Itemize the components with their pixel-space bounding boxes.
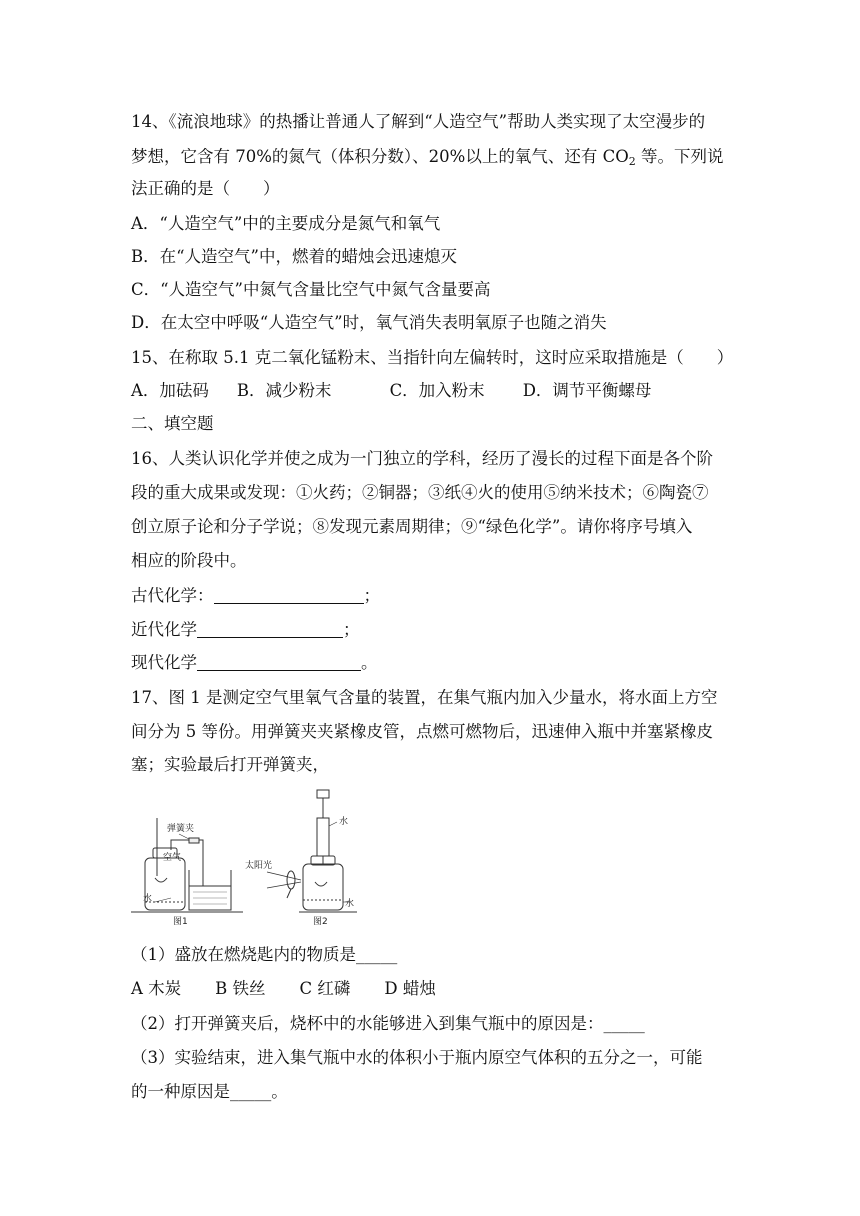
apparatus-diagram: [131, 788, 371, 928]
q17-line-1: 17、图 1 是测定空气里氧气含量的装置，在集气瓶内加入少量水，将水面上方空: [131, 688, 718, 707]
q14-line-2: [131, 146, 724, 173]
q17-sub2-row: [131, 1013, 645, 1035]
q14-co2-subscript: 2: [628, 155, 636, 168]
q17-sub1-text: （1）盛放在燃烧匙内的物质是: [131, 945, 356, 964]
q16-modern-end: ；: [343, 620, 360, 639]
q17-sub1-option-a: A 木炭: [131, 979, 182, 998]
fig2-water-label-top: 水: [339, 817, 349, 827]
fig2-syringe-plunger-top: [317, 790, 329, 798]
fig1-air-label: 空气: [163, 853, 182, 863]
q17-sub2-blank[interactable]: _____: [603, 1014, 645, 1033]
fig2-gas-bottle: [303, 864, 343, 910]
q16-contemporary-blank[interactable]: [197, 654, 361, 671]
q15-option-a: A．加砝码: [131, 381, 209, 400]
q17-line-3: 塞；实验最后打开弹簧夹，: [131, 755, 329, 774]
q16-modern-row: [131, 619, 360, 641]
q16-line-4: 相应的阶段中。: [131, 551, 247, 570]
q15-option-b: B．减少粉末: [236, 381, 332, 400]
q15-option-c: C．加入粉末: [389, 381, 485, 400]
fig2-magnifying-lens: [287, 871, 295, 889]
q14-option-a: A．“人造空气”中的主要成分是氮气和氧气: [131, 214, 441, 233]
fig2-burning-spoon: [315, 882, 327, 886]
q14-option-b: B．在“人造空气”中，燃着的蜡烛会迅速熄灭: [131, 247, 457, 266]
q17-line-2: 间分为 5 等份。用弹簧夹夹紧橡皮管，点燃可燃物后，迅速伸入瓶中并塞紧橡皮: [131, 722, 713, 741]
q17-sub1-options: [131, 978, 436, 1000]
fig2-caption: 图2: [313, 917, 328, 927]
q17-sub1-blank[interactable]: _____: [356, 945, 398, 964]
q16-ancient-blank[interactable]: [214, 587, 364, 604]
q17-sub3-line-1: （3）实验结束，进入集气瓶中水的体积小于瓶内原空气体积的五分之一，可能: [131, 1048, 703, 1067]
fig2-syringe-barrel: [317, 818, 329, 856]
q17-sub3-blank[interactable]: _____: [230, 1082, 272, 1101]
fig1-water-label: 水: [143, 894, 153, 904]
fig2-water-label-bottom: 水: [345, 899, 355, 909]
q16-ancient-row: [131, 585, 380, 607]
fig1-spring-clip: [189, 838, 199, 843]
q14-line-1: 14、《流浪地球》的热播让普通人了解到“人造空气”帮助人类实现了太空漫步的: [131, 112, 706, 131]
fig2-lens-handle: [287, 889, 291, 898]
q14-option-c: C．“人造空气”中氮气含量比空气中氮气含量要高: [131, 280, 491, 299]
q15-options: [131, 380, 651, 402]
q17-sub3-line-2: [131, 1081, 288, 1103]
q16-modern-label: 近代化学: [131, 620, 197, 639]
q14-line-2-tail: 等。下列说: [635, 147, 724, 166]
q17-sub1-option-b: B 铁丝: [215, 979, 266, 998]
q16-line-3: 创立原子论和分子学说；⑧发现元素周期律；⑨“绿色化学”。请你将序号填入: [131, 517, 693, 536]
q14-option-d: D．在太空中呼吸“人造空气”时，氧气消失表明氧原子也随之消失: [131, 313, 607, 332]
q16-line-2: 段的重大成果或发现：①火药；②铜器；③纸④火的使用⑤纳米技术；⑥陶瓷⑦: [131, 483, 709, 502]
q14-line-2-text: 梦想，它含有 70%的氮气（体积分数）、20%以上的氧气、还有 CO: [131, 147, 629, 166]
q16-ancient-end: ；: [363, 586, 380, 605]
q16-contemporary-row: [131, 652, 378, 674]
fig1-clip-label: 弹簧夹: [167, 824, 195, 834]
q15-option-d: D．调节平衡螺母: [522, 381, 652, 400]
fig2-sunlight-label: 太阳光: [245, 861, 273, 871]
q14-line-3: 法正确的是（ ）: [131, 179, 280, 198]
apparatus-figure: [131, 788, 371, 928]
q16-ancient-label: 古代化学：: [131, 586, 214, 605]
q17-sub3-end: 。: [271, 1082, 288, 1101]
q16-modern-blank[interactable]: [197, 621, 343, 638]
q17-sub3-text: 的一种原因是: [131, 1082, 230, 1101]
q15-stem: 15、在称取 5.1 克二氧化锰粉末、当指针向左偏转时，这时应采取措施是（ ）: [131, 348, 734, 367]
q17-sub1-row: [131, 944, 397, 966]
fig1-rubber-tube: [171, 840, 203, 886]
section-heading-fill-in: 二、填空题: [131, 414, 214, 433]
fig1-caption: 图1: [173, 917, 188, 927]
q17-sub1-option-d: D 蜡烛: [384, 979, 436, 998]
q16-contemporary-label: 现代化学: [131, 653, 197, 672]
q17-sub1-option-c: C 红磷: [299, 979, 351, 998]
q17-sub2-text: （2）打开弹簧夹后，烧杯中的水能够进入到集气瓶中的原因是：: [131, 1014, 604, 1033]
q16-line-1: 16、人类认识化学并使之成为一门独立的学科，经历了漫长的过程下面是各个阶: [131, 449, 713, 468]
q16-contemporary-end: 。: [361, 653, 378, 672]
fig1-burning-spoon: [155, 878, 167, 882]
